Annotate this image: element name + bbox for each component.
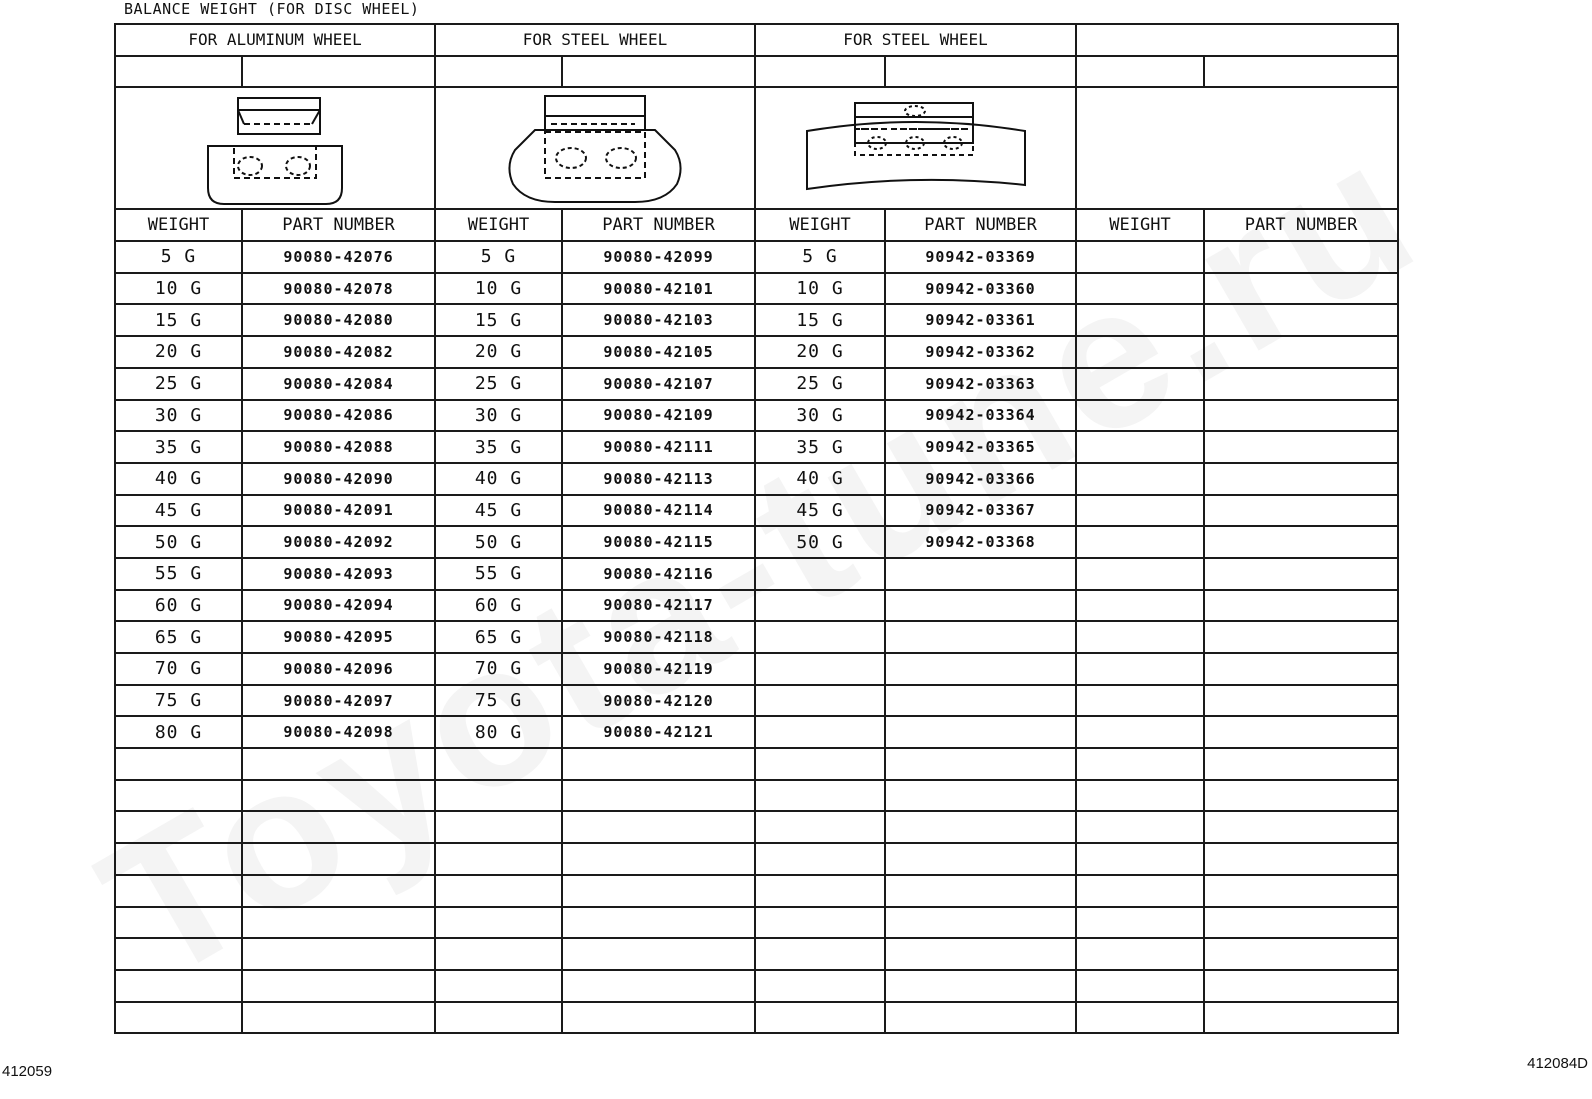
blank-cell: [562, 56, 755, 88]
part-number-column-header: PART NUMBER: [562, 209, 755, 241]
weight-cell: [435, 748, 562, 780]
weight-cell: 30 G: [755, 400, 885, 432]
table-row: [115, 811, 1398, 843]
weight-cell: [755, 590, 885, 622]
table-row: [115, 304, 1398, 336]
weight-column-header: WEIGHT: [755, 209, 885, 241]
weight-cell: [1076, 970, 1204, 1002]
part-number-cell: [562, 748, 755, 780]
part-number-cell: [885, 970, 1076, 1002]
weight-cell: 40 G: [435, 463, 562, 495]
part-number-cell: 90080-42088: [242, 431, 435, 463]
part-number-cell: 90080-42084: [242, 368, 435, 400]
weight-cell: 20 G: [755, 336, 885, 368]
weight-cell: [435, 780, 562, 812]
part-number-cell: 90080-42109: [562, 400, 755, 432]
part-number-cell: [1204, 811, 1398, 843]
part-number-cell: [562, 938, 755, 970]
table-row: [115, 621, 1398, 653]
part-number-cell: 90080-42103: [562, 304, 755, 336]
part-number-cell: 90080-42121: [562, 716, 755, 748]
part-number-cell: [1204, 558, 1398, 590]
part-number-cell: 90080-42097: [242, 685, 435, 717]
part-number-cell: [1204, 716, 1398, 748]
part-number-cell: [1204, 907, 1398, 939]
weight-cell: [115, 811, 242, 843]
table-row: [115, 526, 1398, 558]
weight-cell: [435, 938, 562, 970]
part-number-cell: 90080-42076: [242, 241, 435, 273]
part-number-cell: [562, 780, 755, 812]
weight-column-header: WEIGHT: [435, 209, 562, 241]
weight-cell: [435, 907, 562, 939]
weight-cell: [115, 907, 242, 939]
blank-cell: [885, 56, 1076, 88]
aluminum-wheel-weight-illustration: [200, 88, 350, 208]
weight-cell: [435, 843, 562, 875]
part-number-cell: [885, 716, 1076, 748]
weight-cell: 45 G: [435, 495, 562, 527]
column-header-row: [115, 209, 1398, 241]
weight-cell: [1076, 621, 1204, 653]
part-number-cell: [1204, 843, 1398, 875]
table-row: [115, 748, 1398, 780]
weight-cell: 40 G: [115, 463, 242, 495]
weight-cell: [1076, 590, 1204, 622]
part-number-cell: 90080-42099: [562, 241, 755, 273]
part-number-cell: [1204, 875, 1398, 907]
part-number-cell: [1204, 653, 1398, 685]
weight-cell: 5 G: [755, 241, 885, 273]
part-number-cell: [885, 875, 1076, 907]
part-number-cell: 90080-42114: [562, 495, 755, 527]
table-row: [115, 907, 1398, 939]
part-number-cell: 90080-42116: [562, 558, 755, 590]
part-number-cell: 90942-03368: [885, 526, 1076, 558]
weight-cell: 75 G: [115, 685, 242, 717]
weight-cell: 60 G: [435, 590, 562, 622]
weight-cell: [755, 1002, 885, 1034]
weight-cell: [1076, 1002, 1204, 1034]
weight-cell: 30 G: [435, 400, 562, 432]
weight-cell: 15 G: [435, 304, 562, 336]
document-title: BALANCE WEIGHT (FOR DISC WHEEL): [124, 0, 420, 18]
part-number-cell: [885, 811, 1076, 843]
weight-cell: 70 G: [435, 653, 562, 685]
table-row: [115, 716, 1398, 748]
blank-subheader-row: [115, 56, 1398, 88]
part-number-cell: [1204, 938, 1398, 970]
weight-cell: 50 G: [115, 526, 242, 558]
table-row: [115, 653, 1398, 685]
part-number-cell: 90080-42119: [562, 653, 755, 685]
weight-cell: [1076, 273, 1204, 305]
weight-cell: [755, 716, 885, 748]
part-number-cell: [562, 907, 755, 939]
part-number-cell: 90080-42101: [562, 273, 755, 305]
balance-weight-table: [114, 23, 1399, 1034]
table-row: [115, 273, 1398, 305]
part-number-cell: [885, 653, 1076, 685]
group-heading: FOR STEEL WHEEL: [435, 24, 755, 56]
part-number-cell: [1204, 621, 1398, 653]
figure-code-right: 412084D: [1527, 1055, 1588, 1072]
part-number-cell: 90080-42094: [242, 590, 435, 622]
part-number-cell: [1204, 1002, 1398, 1034]
weight-cell: [435, 811, 562, 843]
weight-cell: 75 G: [435, 685, 562, 717]
weight-cell: 10 G: [755, 273, 885, 305]
part-number-cell: [885, 685, 1076, 717]
part-number-cell: 90080-42090: [242, 463, 435, 495]
weight-cell: [755, 875, 885, 907]
part-number-cell: 90080-42111: [562, 431, 755, 463]
part-number-cell: 90942-03363: [885, 368, 1076, 400]
weight-cell: [1076, 907, 1204, 939]
part-number-cell: [242, 843, 435, 875]
weight-cell: 45 G: [755, 495, 885, 527]
steel-flat-weight-illustration: [801, 93, 1031, 203]
part-number-cell: 90080-42107: [562, 368, 755, 400]
weight-cell: [755, 685, 885, 717]
weight-cell: 5 G: [115, 241, 242, 273]
weight-cell: 45 G: [115, 495, 242, 527]
table-row: [115, 938, 1398, 970]
part-number-cell: 90942-03367: [885, 495, 1076, 527]
part-number-cell: [885, 843, 1076, 875]
part-number-cell: 90080-42093: [242, 558, 435, 590]
weight-cell: 15 G: [755, 304, 885, 336]
weight-cell: [1076, 400, 1204, 432]
part-number-cell: [242, 907, 435, 939]
table-row: [115, 843, 1398, 875]
weight-cell: [115, 748, 242, 780]
weight-cell: 25 G: [435, 368, 562, 400]
weight-cell: [1076, 780, 1204, 812]
weight-cell: 40 G: [755, 463, 885, 495]
part-number-cell: [885, 907, 1076, 939]
part-number-cell: [1204, 780, 1398, 812]
weight-cell: 80 G: [435, 716, 562, 748]
weight-cell: 50 G: [755, 526, 885, 558]
part-number-cell: 90080-42080: [242, 304, 435, 336]
weight-cell: 50 G: [435, 526, 562, 558]
part-number-cell: [1204, 685, 1398, 717]
part-number-column-header: PART NUMBER: [242, 209, 435, 241]
weight-cell: [1076, 653, 1204, 685]
part-number-cell: 90942-03361: [885, 304, 1076, 336]
part-number-cell: [562, 970, 755, 1002]
blank-cell: [242, 56, 435, 88]
part-number-cell: [1204, 970, 1398, 1002]
weight-cell: [435, 970, 562, 1002]
part-number-cell: 90942-03364: [885, 400, 1076, 432]
table-row: [115, 368, 1398, 400]
part-number-cell: [1204, 431, 1398, 463]
weight-column-header: WEIGHT: [115, 209, 242, 241]
part-number-cell: 90080-42115: [562, 526, 755, 558]
part-number-column-header: PART NUMBER: [885, 209, 1076, 241]
part-number-cell: [1204, 495, 1398, 527]
table-row: [115, 463, 1398, 495]
weight-cell: [1076, 431, 1204, 463]
part-number-cell: [885, 558, 1076, 590]
weight-cell: 25 G: [755, 368, 885, 400]
weight-cell: [1076, 685, 1204, 717]
weight-cell: 20 G: [435, 336, 562, 368]
part-number-cell: [242, 1002, 435, 1034]
part-number-cell: [1204, 336, 1398, 368]
table-row: [115, 336, 1398, 368]
weight-cell: 35 G: [115, 431, 242, 463]
part-number-cell: [1204, 241, 1398, 273]
part-number-cell: 90942-03366: [885, 463, 1076, 495]
part-number-cell: [1204, 304, 1398, 336]
part-number-cell: 90942-03360: [885, 273, 1076, 305]
group-heading: FOR ALUMINUM WHEEL: [115, 24, 435, 56]
weight-cell: [1076, 748, 1204, 780]
table-row: [115, 970, 1398, 1002]
table-row: [115, 400, 1398, 432]
part-number-cell: [885, 621, 1076, 653]
weight-cell: 30 G: [115, 400, 242, 432]
part-number-cell: 90080-42095: [242, 621, 435, 653]
part-number-cell: 90942-03365: [885, 431, 1076, 463]
part-number-cell: 90080-42117: [562, 590, 755, 622]
blank-cell: [1204, 56, 1398, 88]
weight-cell: [1076, 336, 1204, 368]
figure-code-left: 412059: [2, 1063, 53, 1080]
part-number-cell: [562, 1002, 755, 1034]
weight-cell: [1076, 463, 1204, 495]
weight-cell: [755, 970, 885, 1002]
weight-cell: [115, 843, 242, 875]
part-number-cell: [562, 843, 755, 875]
part-number-cell: 90080-42105: [562, 336, 755, 368]
steel-wheel-weight-illustration: [495, 88, 695, 208]
weight-cell: [755, 843, 885, 875]
weight-cell: 15 G: [115, 304, 242, 336]
part-number-cell: 90080-42096: [242, 653, 435, 685]
weight-cell: 55 G: [115, 558, 242, 590]
weight-cell: 55 G: [435, 558, 562, 590]
weight-cell: [115, 780, 242, 812]
part-number-cell: [1204, 368, 1398, 400]
part-number-cell: [1204, 590, 1398, 622]
part-number-cell: [242, 875, 435, 907]
weight-cell: 10 G: [115, 273, 242, 305]
part-number-cell: [1204, 273, 1398, 305]
part-number-cell: [242, 811, 435, 843]
part-number-cell: 90080-42078: [242, 273, 435, 305]
part-number-cell: 90080-42086: [242, 400, 435, 432]
weight-cell: 65 G: [115, 621, 242, 653]
weight-cell: 70 G: [115, 653, 242, 685]
illustration-row: [115, 87, 1398, 209]
weight-cell: [1076, 843, 1204, 875]
part-number-cell: 90942-03369: [885, 241, 1076, 273]
weight-cell: [755, 938, 885, 970]
blank-cell: [435, 56, 562, 88]
weight-cell: [115, 875, 242, 907]
table-row: [115, 780, 1398, 812]
weight-cell: [1076, 875, 1204, 907]
table-row: [115, 431, 1398, 463]
part-number-cell: [242, 748, 435, 780]
table-row: [115, 241, 1398, 273]
weight-cell: [115, 1002, 242, 1034]
weight-cell: [1076, 716, 1204, 748]
table-row: [115, 1002, 1398, 1034]
part-number-cell: 90080-42092: [242, 526, 435, 558]
weight-cell: 5 G: [435, 241, 562, 273]
weight-cell: [755, 653, 885, 685]
part-number-cell: [562, 875, 755, 907]
part-number-cell: [1204, 748, 1398, 780]
blank-cell: [115, 56, 242, 88]
table-row: [115, 875, 1398, 907]
weight-cell: [755, 811, 885, 843]
weight-cell: [1076, 241, 1204, 273]
part-number-cell: 90080-42120: [562, 685, 755, 717]
weight-cell: [115, 970, 242, 1002]
weight-cell: [1076, 558, 1204, 590]
table-row: [115, 685, 1398, 717]
part-number-cell: 90080-42098: [242, 716, 435, 748]
part-number-cell: [242, 938, 435, 970]
weight-cell: 10 G: [435, 273, 562, 305]
weight-cell: [755, 780, 885, 812]
group-heading: [1076, 24, 1398, 56]
weight-cell: [1076, 526, 1204, 558]
blank-cell: [1076, 56, 1204, 88]
part-number-cell: [885, 1002, 1076, 1034]
weight-cell: [1076, 811, 1204, 843]
part-number-cell: [885, 780, 1076, 812]
weight-cell: 35 G: [435, 431, 562, 463]
weight-column-header: WEIGHT: [1076, 209, 1204, 241]
weight-cell: [435, 1002, 562, 1034]
blank-cell: [755, 56, 885, 88]
data-rows: [115, 241, 1398, 1033]
part-number-cell: 90080-42113: [562, 463, 755, 495]
table-row: [115, 495, 1398, 527]
weight-cell: [435, 875, 562, 907]
table-row: [115, 558, 1398, 590]
weight-cell: [1076, 368, 1204, 400]
part-number-cell: [1204, 463, 1398, 495]
weight-cell: 80 G: [115, 716, 242, 748]
weight-cell: [755, 748, 885, 780]
table-row: [115, 590, 1398, 622]
weight-cell: [1076, 938, 1204, 970]
weight-cell: 25 G: [115, 368, 242, 400]
weight-cell: [755, 621, 885, 653]
weight-cell: [1076, 304, 1204, 336]
illustration-cell: [755, 87, 1076, 209]
part-number-cell: 90080-42091: [242, 495, 435, 527]
weight-cell: [115, 938, 242, 970]
weight-cell: 20 G: [115, 336, 242, 368]
illustration-cell: [115, 87, 435, 209]
part-number-column-header: PART NUMBER: [1204, 209, 1398, 241]
group-heading-row: [115, 24, 1398, 56]
part-number-cell: [242, 780, 435, 812]
part-number-cell: [242, 970, 435, 1002]
part-number-cell: 90080-42082: [242, 336, 435, 368]
weight-cell: [755, 907, 885, 939]
part-number-cell: [1204, 400, 1398, 432]
weight-cell: [1076, 495, 1204, 527]
weight-cell: 35 G: [755, 431, 885, 463]
part-number-cell: [885, 590, 1076, 622]
weight-cell: 60 G: [115, 590, 242, 622]
part-number-cell: 90942-03362: [885, 336, 1076, 368]
weight-cell: 65 G: [435, 621, 562, 653]
part-number-cell: [1204, 526, 1398, 558]
part-number-cell: [885, 748, 1076, 780]
part-number-cell: [885, 938, 1076, 970]
group-heading: FOR STEEL WHEEL: [755, 24, 1076, 56]
weight-cell: [755, 558, 885, 590]
part-number-cell: 90080-42118: [562, 621, 755, 653]
part-number-cell: [562, 811, 755, 843]
illustration-cell-empty: [1076, 87, 1398, 209]
illustration-cell: [435, 87, 755, 209]
